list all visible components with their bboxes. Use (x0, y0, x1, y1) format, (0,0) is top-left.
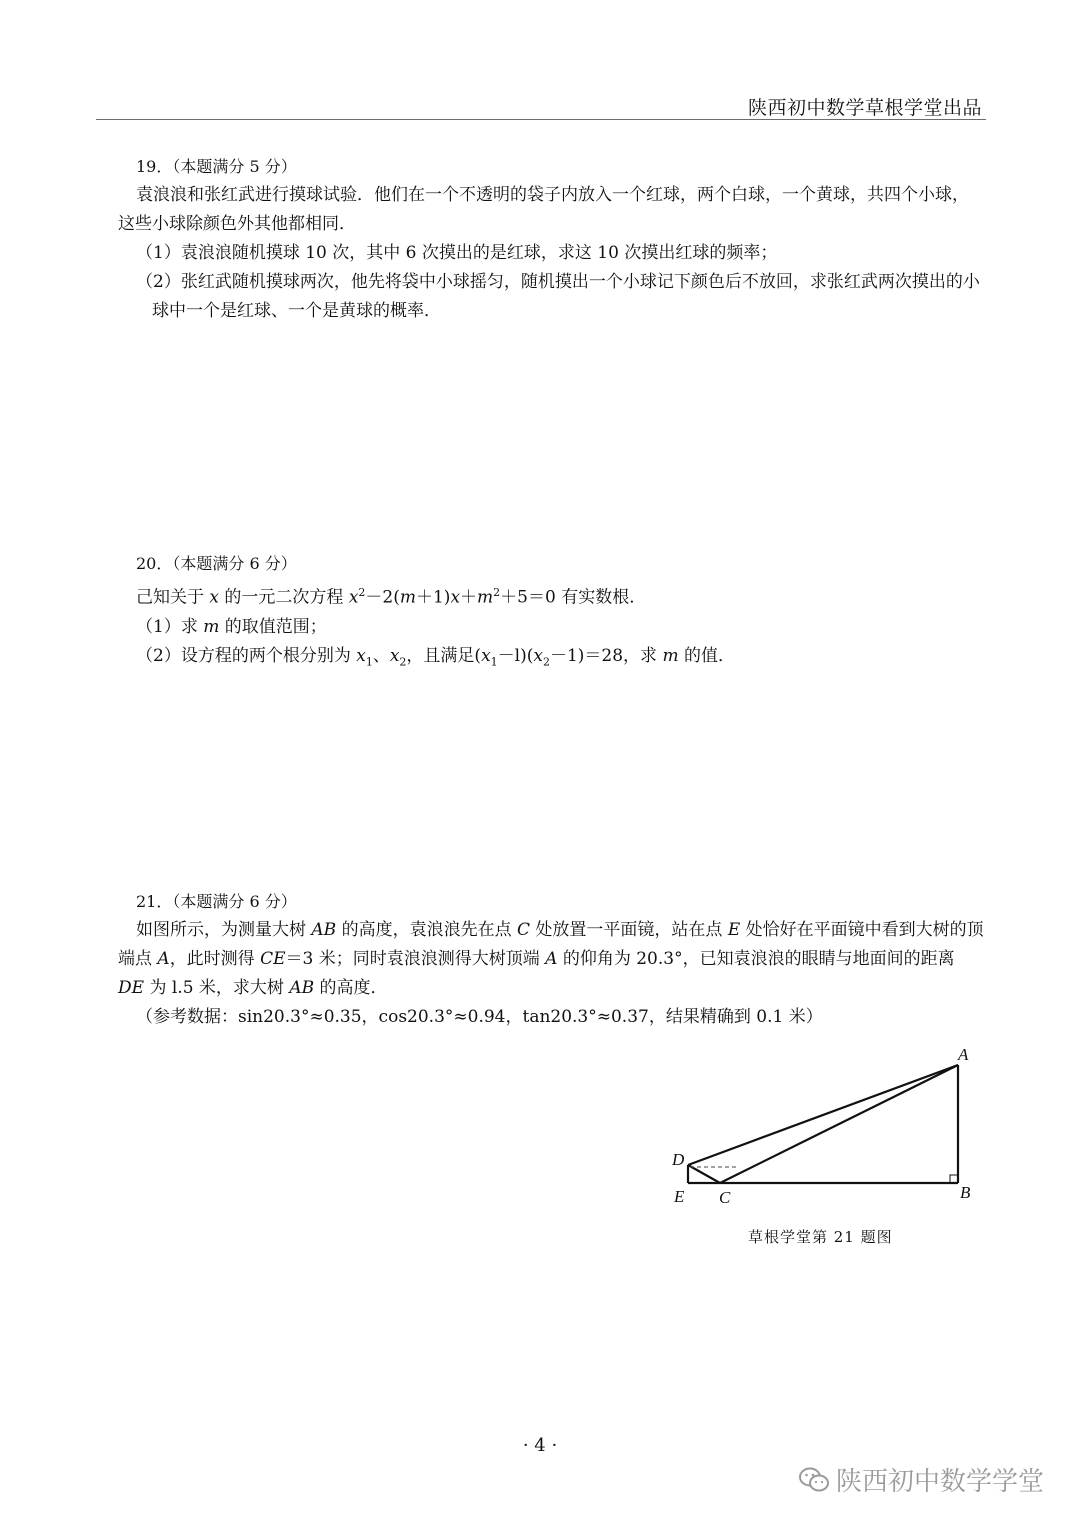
page-number: · 4 · (522, 1435, 558, 1456)
point-label-A: A (958, 1045, 969, 1064)
question-19-part-1: （1）袁浪浪随机摸球 10 次，其中 6 次摸出的是红球，求这 10 次摸出红球的频率； (136, 243, 778, 263)
question-19-intro: 袁浪浪和张红武进行摸球试验．他们在一个不透明的袋子内放入一个红球，两个白球，一个黄球，共四个小球，这些小球除颜色外其他都相同． (118, 185, 969, 234)
question-21-reference-data: （参考数据：sin20.3°≈0.35，cos20.3°≈0.94，tan20.3°≈0.37，结果精确到 0.1 米） (136, 1007, 823, 1027)
question-19-part-2: （2）张红武随机摸球两次，他先将袋中小球摇匀，随机摸出一个小球记下颜色后不放回，求张红武两次摸出的小球中一个是红球、一个是黄球的概率． (136, 272, 980, 321)
question-20 (118, 549, 984, 676)
question-21-intro: 如图所示，为测量大树 AB 的高度，袁浪浪先在点 C 处放置一平面镜，站在点 E 处恰好在平面镜中看到大树的顶端点 A，此时测得 CE＝3 米；同时袁浪浪测得大树顶端 A 的仰角为 20.3°，已知袁浪浪的眼睛与地面间的距离 DE 为 l.5 米，求大树 AB 的高度． (118, 920, 984, 998)
segment-CA (720, 1065, 958, 1183)
header-title: 陕西初中数学草根学堂出品 (747, 97, 982, 119)
question-21-figure (660, 1040, 980, 1220)
question-19-heading: 19．（本题满分 5 分） (136, 157, 297, 176)
header-divider (96, 119, 986, 120)
question-19 (118, 152, 984, 326)
question-21 (118, 887, 984, 1032)
point-label-C: C (719, 1188, 731, 1207)
question-20-heading: 20．（本题满分 6 分） (136, 554, 297, 573)
watermark (798, 1461, 1044, 1498)
segment-DC (688, 1165, 720, 1183)
point-label-D: D (672, 1150, 685, 1169)
point-label-E: E (674, 1187, 685, 1206)
question-21-heading: 21．（本题满分 6 分） (136, 892, 297, 911)
watermark-text: 陕西初中数学学堂 (835, 1467, 1044, 1497)
wechat-icon (798, 1466, 830, 1494)
question-20-intro: 己知关于 x 的一元二次方程 $x^2-2(m+1)x+m^2+5=0$ 有实数根． (136, 586, 647, 608)
figure-caption: 草根学堂第 21 题图 (748, 1228, 893, 1246)
right-angle-marker (950, 1175, 958, 1183)
question-20-part-1: （1）求 m 的取值范围； (136, 616, 327, 637)
question-20-part-2: （2）设方程的两个根分别为 $x_1$、$x_2$，且满足$(x_1-l)(x_2-1)=28$，求 m 的值． (136, 645, 735, 669)
segment-DA (688, 1065, 958, 1165)
point-label-B: B (960, 1183, 971, 1202)
